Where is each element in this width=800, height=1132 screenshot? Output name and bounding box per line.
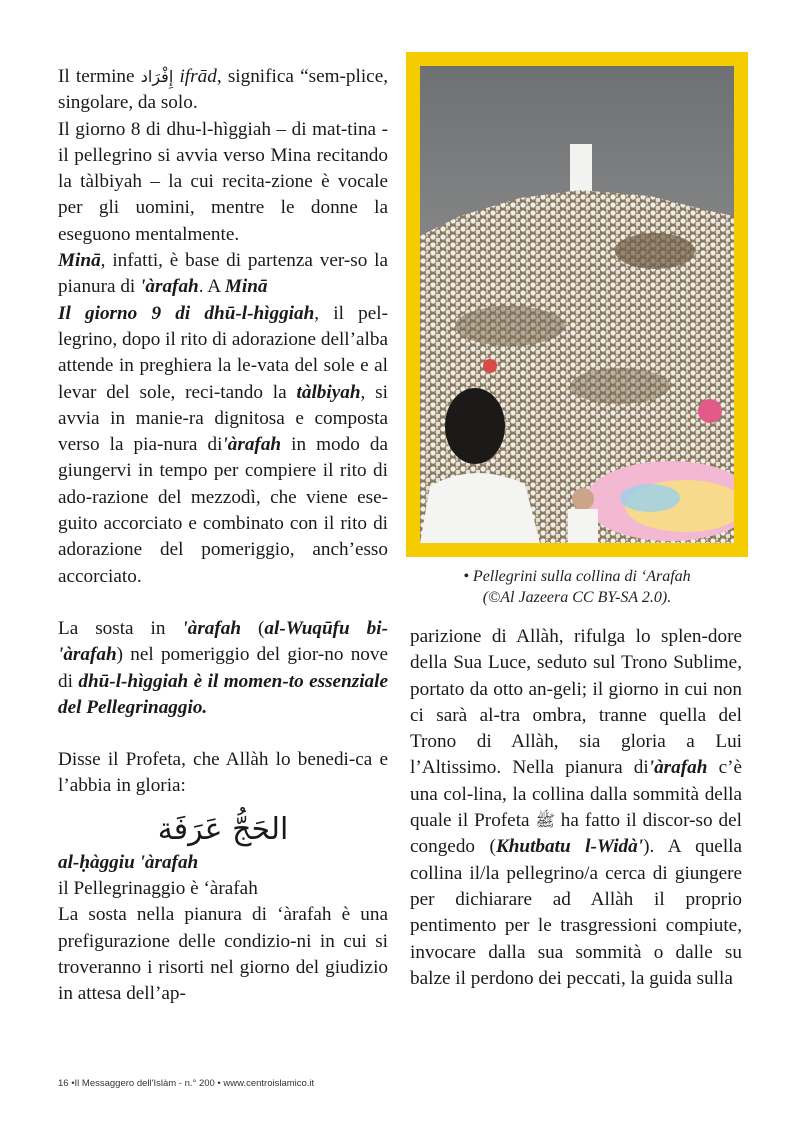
paragraph-day-8: Il giorno 8 di dhu-l-hìggiah – di mat-tina - il pellegrino si avvia verso Mina recitando la tàlbiyah – la cui recita-zione è vocale per gli uomini, mentre le donne la eseguono mentalmente. (58, 118, 388, 245)
paragraph-apparition: parizione di Allàh, rifulga lo splen-dore della Sua Luce, seduto sul Trono Sublime, portato da otto an-geli; il giorno in cui non ci sarà al-tra ombra, tranne quella del Trono di Allàh, sia gloria a Lui l’Altissimo. Nella pianura di'àrafah c’è una col-lina, la collina dalla sommità della quale il Profeta ﷺ ha fatto il discor-so del congedo (Khutbatu l-Widà'). A quella collina il/la pellegrino/a cerca di giungere per dichiarare ad Allàh il proprio pentimento per le trasgressioni compiute, invocare dalla sua sommità o dalle su balze il perdono dei peccati, la guida sulla (410, 626, 742, 989)
photo-illustration (420, 66, 734, 543)
salutation-glyph: ﷺ (535, 811, 555, 831)
photo-pilgrims-arafah (420, 66, 734, 543)
photo-frame (406, 52, 748, 557)
page-footer: 16 •Il Messaggero dell'Islàm - n.° 200 • www.centroislamico.it (58, 1078, 315, 1089)
paragraph-mina: Minā, infatti, è base di partenza ver-so la pianura di 'àrafah. A Minā (58, 250, 388, 298)
paragraph-sosta-pianura: La sosta nella pianura di ʻàrafah è una prefigurazione delle condizio-ni in cui si troveranno i risorti nel giorno del giudizio in attesa dell’ap- (58, 904, 388, 1005)
hadith-translation: il Pellegrinaggio è ʻàrafah (58, 878, 258, 900)
hadith-transliteration: al-ḥàggiu 'àrafah (58, 851, 199, 873)
left-column (58, 64, 388, 1008)
arabic-word-ifrad: إِفْرَاد (140, 67, 174, 86)
photo-caption: • Pellegrini sulla collina di ʻArafah (©Al Jazeera CC BY-SA 2.0). (463, 568, 691, 606)
paragraph-ifrad: Il termine إِفْرَاد ifrād, significa “sem-plice, singolare, da solo. (58, 66, 389, 114)
paragraph-day-9: Il giorno 9 di dhū-l-hìggiah, il pel-legrino, dopo il rito di adorazione dell’alba attende in preghiera la le-vata del sole e al levar del sole, reci-tando la tàlbiyah, si avvia in manie-ra dignitosa e composta verso la pia-nura di'àrafah in modo da giungervi in tempo per compiere il rito di ado-razione del mezzodì, che viene ese-guito accorciato e combinato con il rito di adorazione del pomeriggio, anch’esso accorciato. (58, 302, 388, 587)
paragraph-wuquf: La sosta in 'àrafah (al-Wuqūfu bi-'àrafah) nel pomeriggio del gior-no nove di dhū-l-hìggiah è il momen-to essenziale del Pellegrinaggio. (58, 617, 388, 718)
paragraph-prophet-said: Disse il Profeta, che Allàh lo benedi-ca e l’abbia in gloria: (58, 749, 388, 797)
hadith-arabic: الحَجُّ عَرَفَة (157, 811, 289, 847)
right-column (410, 624, 742, 992)
